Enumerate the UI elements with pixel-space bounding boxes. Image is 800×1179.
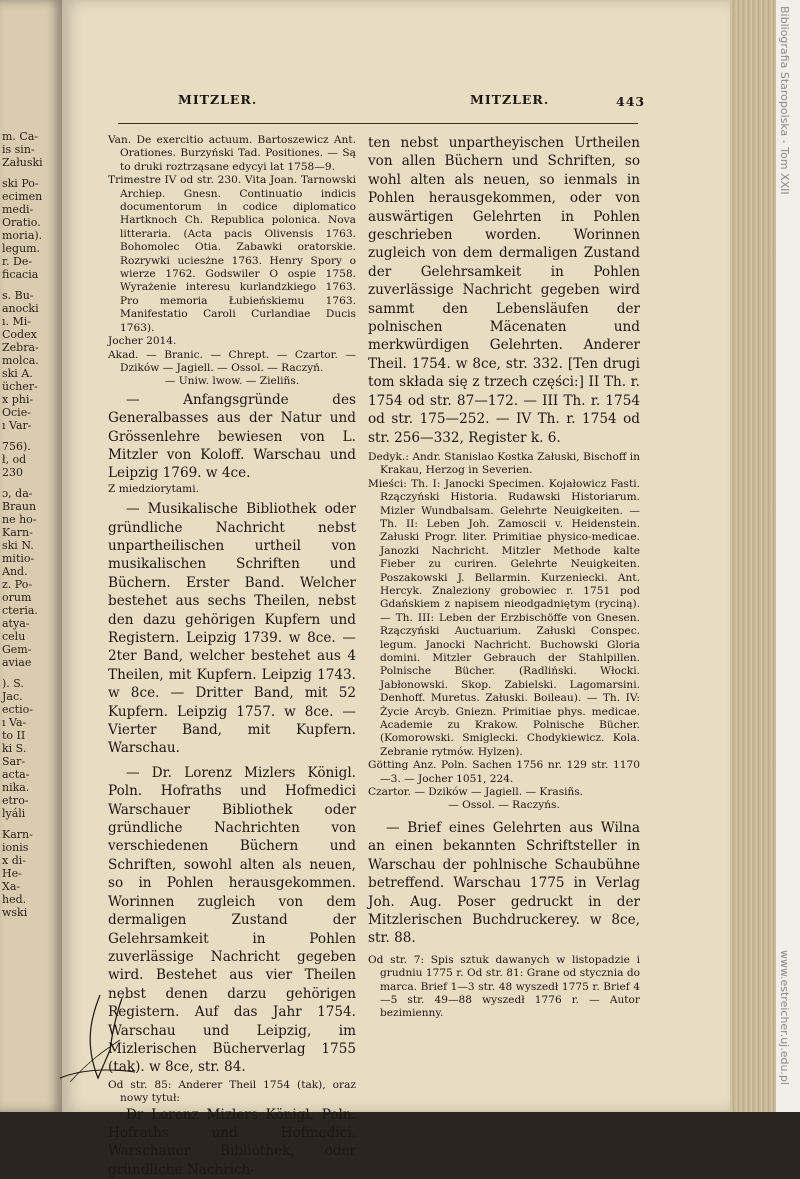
library-holdings-cont: — Ossol. — Raczyńs. [448,799,560,812]
left-page-fragment: ı. Mi- [2,315,32,328]
entry-continuation: Van. De exercitio actuum. Bartoszewicz Ant. Orationes. Burzyński Tad. Positiones. — Są to druki roztrząsane edycyi lat 1758—9. [108,134,356,173]
left-page-fragment: Karn- [2,526,33,539]
left-page-fragment: lyáli [2,807,26,820]
left-page-fragment: r. De- [2,255,33,268]
left-page-fragment: wski [2,906,28,919]
left-page-fragment: Codex [2,328,37,341]
left-page-fragment: ki S. [2,742,27,755]
left-page-fragment: Gem- [2,643,32,656]
pen-signature-mark [50,990,140,1085]
left-page-fragment: Zebra- [2,341,39,354]
left-page-fragment: Sar- [2,755,26,768]
entry-note: Od str. 7: Spis sztuk dawanych w listopadzie i grudniu 1775 r. Od str. 81: Grane od stycznia do marca. Brief 1—3 str. 48 wyszedł 1775 r. Brief 4—5 str. 49—88 wyszedł 1776 r. — Autor bezimienny. [368,953,640,1020]
left-page-fragment: ecimen [2,190,43,203]
left-page-fragment: aviae [2,656,32,669]
left-page-fragment: Załuski [2,156,43,169]
left-page-fragment: moria). [2,229,43,242]
running-head-left: MITZLER. [178,92,258,107]
left-page-fragment: ectio- [2,703,33,716]
left-page-fragment: medi- [2,203,34,216]
left-page-fragment: hed. [2,893,27,906]
left-page-fragment: ı Va- [2,716,27,729]
gotting-reference: Götting Anz. Poln. Sachen 1756 nr. 129 str. 1170—3. — Jocher 1051, 224. [368,759,640,785]
entry-continuation: ten nebst unpartheyischen Urtheilen von allen Büchern und Schriften, so wohl alten als neuen, so ienmals in Pohlen herausgekommen, oder von auswärtigen Gelehrten in Pohlen geschrieben worden. Worinnen zugleich von dem dermaligen Zustand der Gelehrsamkeit in Pohlen zuverlässige Nachricht gegeben wird sammt den Lebensläufen der polnischen Mäcenaten und merkwürdigen Gelehrten. Anderer Theil. 1754. w 8ce, str. 332. [Ten drugi tom składa się z trzech części:] II Th. r. 1754 od str. 87—172. — III Th. r. 1754 od str. 175—252. — IV Th. r. 1754 od str. 256—332, Register k. 6. [368,135,640,446]
entry-musikalische-bibliothek: — Musikalische Bibliothek oder gründliche Nachricht nebst unpartheilischen urtheil von musikalischen Schriften und Büchern. Erster Band. Welcher bestehet aus sechs Theilen, nebst den dazu gehörigen Kupfern und Registern. Leipzig 1739. w 8ce. — 2ter Band, welcher bestehet aus 4 Theilen, mit Kupfern. Leipzig 1743. w 8ce. — Dritter Band, mit 52 Kupfern. Leipzig 1757. w 8ce. — Vierter Band, mit Kupfern. Warschau. [108,501,356,757]
left-page-fragment: 230 [2,466,23,479]
entry-note: Z miedziorytami. [108,482,199,495]
left-page-fragment: s. Bu- [2,289,34,302]
left-page-fragment: legum. [2,242,41,255]
left-page-fragment: ɔ, da- [2,487,33,500]
left-page-fragment: ski Po- [2,177,39,190]
left-page-fragment: to II [2,729,26,742]
left-page-fragment: mitio- [2,552,35,565]
entry-warschauer-bibliothek: — Dr. Lorenz Mizlers Königl. Poln. Hofraths und Hofmedici Warschauer Bibliothek oder gründliche Nachrichten von verschiedenen Büchern und Schriften, sowohl alten als neuen, so in Pohlen herausgekommen. Worinnen zugleich von dem dermaligen Zustand der Gelehrsamkeit in Pohlen zuverlässige Nachricht gegeben wird. Bestehet aus vier Theilen nebst denen darzu gehörigen Registern. Auf das Jahr 1754. Warschau und Leipzig, im Mizlerischen Bücherverlag 1755 (tak). w 8ce, str. 84. [108,764,356,1076]
trimestre-contents: Trimestre IV od str. 230. Vita Joan. Tarnowski Archiep. Gnesn. Continuatio indicis documentorum in codice diplomatico Hartknoch Ch. Republica polonica. Nova litteraria. (Acta pacis Olivensis 1763. Bohomolec Otia. Zabawki oratorskie. Rozrywki uciesżne 1763. Henry Spory o wierze 1762. Godswiler O ospie 1758. Wyrażenie interesu kurlandzkiego 1763. Pro memoria Łubieńskiemu 1763. Manifestatio Caroli Curlandiae Ducis 1763). [108,174,356,334]
left-page-fragment: anocki [2,302,39,315]
left-page-fragment: etro- [2,794,29,807]
left-page-fragment: orum [2,591,32,604]
left-page-fragment: ücher- [2,380,38,393]
left-page-fragment: ne ho- [2,513,37,526]
page-number: 443 [616,94,646,109]
left-page-fragment: Ocie- [2,406,31,419]
header-rule [118,123,638,124]
left-page-fragment: Xa- [2,880,21,893]
left-page-fragment: ski A. [2,367,33,380]
left-page-fragment: ). S. [2,677,24,690]
left-page-fragment: x di- [2,854,26,867]
left-page-fragment: acta- [2,768,30,781]
left-page-margin [0,0,62,1112]
left-page-fragment: Oratio. [2,216,41,229]
left-page-fragment: nika. [2,781,30,794]
left-page-fragment: Karn- [2,828,33,841]
collection-watermark-bottom: www.estreicher.uj.edu.pl [778,950,791,1085]
dedication-note: Dedyk.: Andr. Stanislao Kostka Załuski, Bischoff in Krakau, Herzog in Severien. [368,450,640,477]
page-edges [730,0,776,1112]
left-page-fragment: Jac. [2,690,23,703]
left-page-fragment: Braun [2,500,37,513]
left-page-fragment: And. [2,565,28,578]
left-page-fragment: He- [2,867,22,880]
left-page-fragment: cteria. [2,604,38,617]
library-holdings-cont: — Uniw. lwow. — Zieliñs. [164,375,300,388]
left-page-fragment: x phi- [2,393,34,406]
left-page-fragment: ı Var- [2,419,32,432]
left-page-fragment: ł, od [2,453,27,466]
entry-new-title: Dr Lorenz Mizlers Königl. Poln. Hofraths und Hofmedici. Warschauer Bibliothek, oder gründliche Nachrich- [108,1106,356,1178]
left-column [108,134,356,1179]
left-page-fragment: m. Ca- [2,130,39,143]
entry-anfangsgruende: — Anfangsgründe des Generalbasses aus der Natur und Grössenlehre bewiesen von L. Mitzler von Koloff. Warschau und Leipzig 1769. w 4ce. [108,391,356,482]
jocher-reference: Jocher 2014. [108,335,177,348]
left-page-fragment: celu [2,630,26,643]
right-column [368,134,640,1021]
left-page-fragment: ionis [2,841,29,854]
entry-brief-wilna: — Brief eines Gelehrten aus Wilna an einen bekannten Schriftsteller in Warschau der pohlnische Schaubühne betreffend. Warschau 1775 in Verlag Joh. Aug. Poser gedruckt in der Mitzlerischen Buchdruckerey. w 8ce, str. 88. [368,819,640,947]
left-page-fragment: ficacia [2,268,39,281]
left-page-fragment: molca. [2,354,39,367]
left-page-fragment: ski N. [2,539,34,552]
left-page-fragment: z. Po- [2,578,33,591]
left-page-fragment: is sin- [2,143,35,156]
library-holdings: Czartor. — Dzików — Jagiell. — Krasiñs. [368,786,584,799]
contents-note: Mieści: Th. I: Janocki Specimen. Kojałowicz Fasti. Rzączyński Historia. Rudawski Historiarum. Mizler Wundbalsam. Gelehrte Neuigkeiten. — Th. II: Leben Joh. Zamoscii v. Heidenstein. Załuski Progr. liter. Primitiae physico-medicae. Janozki Nachricht. Mitzler Methode kalte Fieber zu curiren. Gelehrte Neuigkeiten. Poszakowski J. Bellarmin. Kurzeniecki. Ant. Hercyk. Znaleziony grobowiec r. 1751 pod Gdańskiem z napisem nieodgadniętym (ryciną). — Th. III: Leben der Erzbischöffe von Gnesen. Rzączyński Auctuarium. Załuski Conspec. legum. Janocki Nachricht. Buchowski Gloria domini. Mitzler Gebrauch der Stahlpillen. Polnische Bücher. (Radliński. Włocki. Jabłonowski. Skop. Zabielski. Lagomarsini. Denhoff. Muretus. Załuski. Boileau). — Th. IV: Życie Arcyb. Gniezn. Primitiae phys. medicae. Academie zu Krakow. Polnische Bücher. (Komorowski. Smiglecki. Chodykiewicz. Kola. Zebranie rytmów. Hylzen). [368,477,640,758]
library-holdings: Akad. — Branic. — Chrept. — Czartor. — Dzików — Jagiell. — Ossol. — Raczyń. [108,348,356,374]
collection-watermark-top: Bibliografia Staropolska - Tom XXII [778,6,791,195]
left-page-fragment: atya- [2,617,30,630]
entry-note: Od str. 85: Anderer Theil 1754 (tak), oraz nowy tytuł: [108,1078,356,1105]
running-head-center: MITZLER. [470,92,550,107]
left-page-fragment: 756). [2,440,31,453]
